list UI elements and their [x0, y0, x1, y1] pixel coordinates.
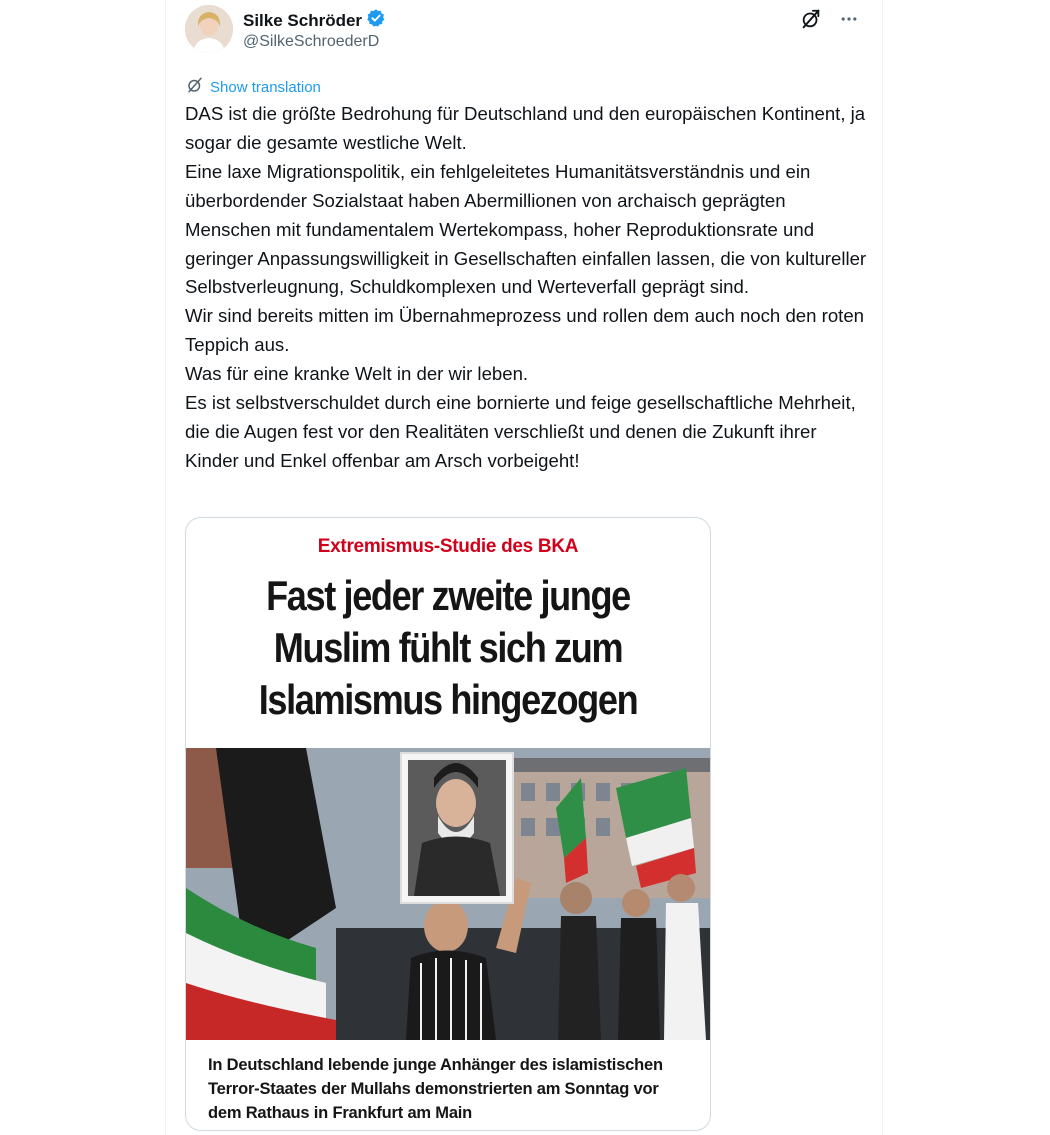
tweet-text	[185, 100, 875, 476]
avatar[interactable]	[185, 5, 233, 53]
grok-icon[interactable]	[798, 6, 824, 32]
tweet-paragraph: Was für eine kranke Welt in der wir leben.	[185, 363, 529, 385]
media-photo	[186, 748, 710, 1040]
headline-line: Islamismus hingezogen	[258, 676, 638, 723]
tweet-paragraph: Eine laxe Migrationspolitik, ein fehlgeleitetes Humanitätsverständnis und ein überbordender Sozialstaat haben Abermillionen von archaisch geprägten Menschen mit fundamentalem Wertekompass, hoher Reproduktionsrate und geringer Anpassungswilligkeit in Gesellschaften einfallen lassen, die von kultureller Selbstverleugnung, Schuldkomplexen und Werteverfall geprägt sind.	[185, 160, 867, 298]
headline-line: Fast jeder zweite junge	[266, 572, 630, 619]
tweet-paragraph: Es ist selbstverschuldet durch eine bornierte und feige gesellschaftliche Mehrheit, die die Augen fest vor den Realitäten verschließt und denen die Zukunft ihrer Kinder und Enkel offenbar am Arsch vorbeigeht!	[185, 392, 856, 471]
media-kicker: Extremismus-Studie des BKA	[317, 536, 579, 557]
tweet-paragraph: DAS ist die größte Bedrohung für Deutschland und den europäischen Kontinent, ja sogar die gesamte westliche Welt.	[185, 103, 866, 153]
author-display-name[interactable]: Silke Schröder	[243, 10, 363, 30]
verified-badge-icon	[366, 8, 386, 33]
author-handle[interactable]: @SilkeSchroederD	[243, 33, 380, 50]
translate-icon	[186, 76, 204, 99]
show-translation-label[interactable]: Show translation	[210, 79, 321, 96]
author-name-row[interactable]	[243, 8, 386, 33]
show-translation-link[interactable]	[186, 76, 321, 99]
media-headline	[223, 570, 674, 726]
more-icon[interactable]	[836, 6, 862, 32]
tweet-top-actions	[798, 6, 862, 32]
tweet-paragraph: Wir sind bereits mitten im Übernahmeprozess und rollen dem auch noch den roten Teppich aus.	[185, 305, 865, 356]
tweet-column	[165, 0, 883, 1135]
avatar-image	[185, 5, 233, 53]
headline-line: Muslim fühlt sich zum	[273, 624, 623, 671]
tweet-media-card[interactable]	[185, 517, 711, 1131]
media-caption: In Deutschland lebende junge Anhänger des islamistischen Terror-Staates der Mullahs demonstrierten am Sonntag vor dem Rathaus in Frankfurt am Main	[208, 1056, 663, 1122]
protest-photo-illustration	[186, 748, 710, 1040]
